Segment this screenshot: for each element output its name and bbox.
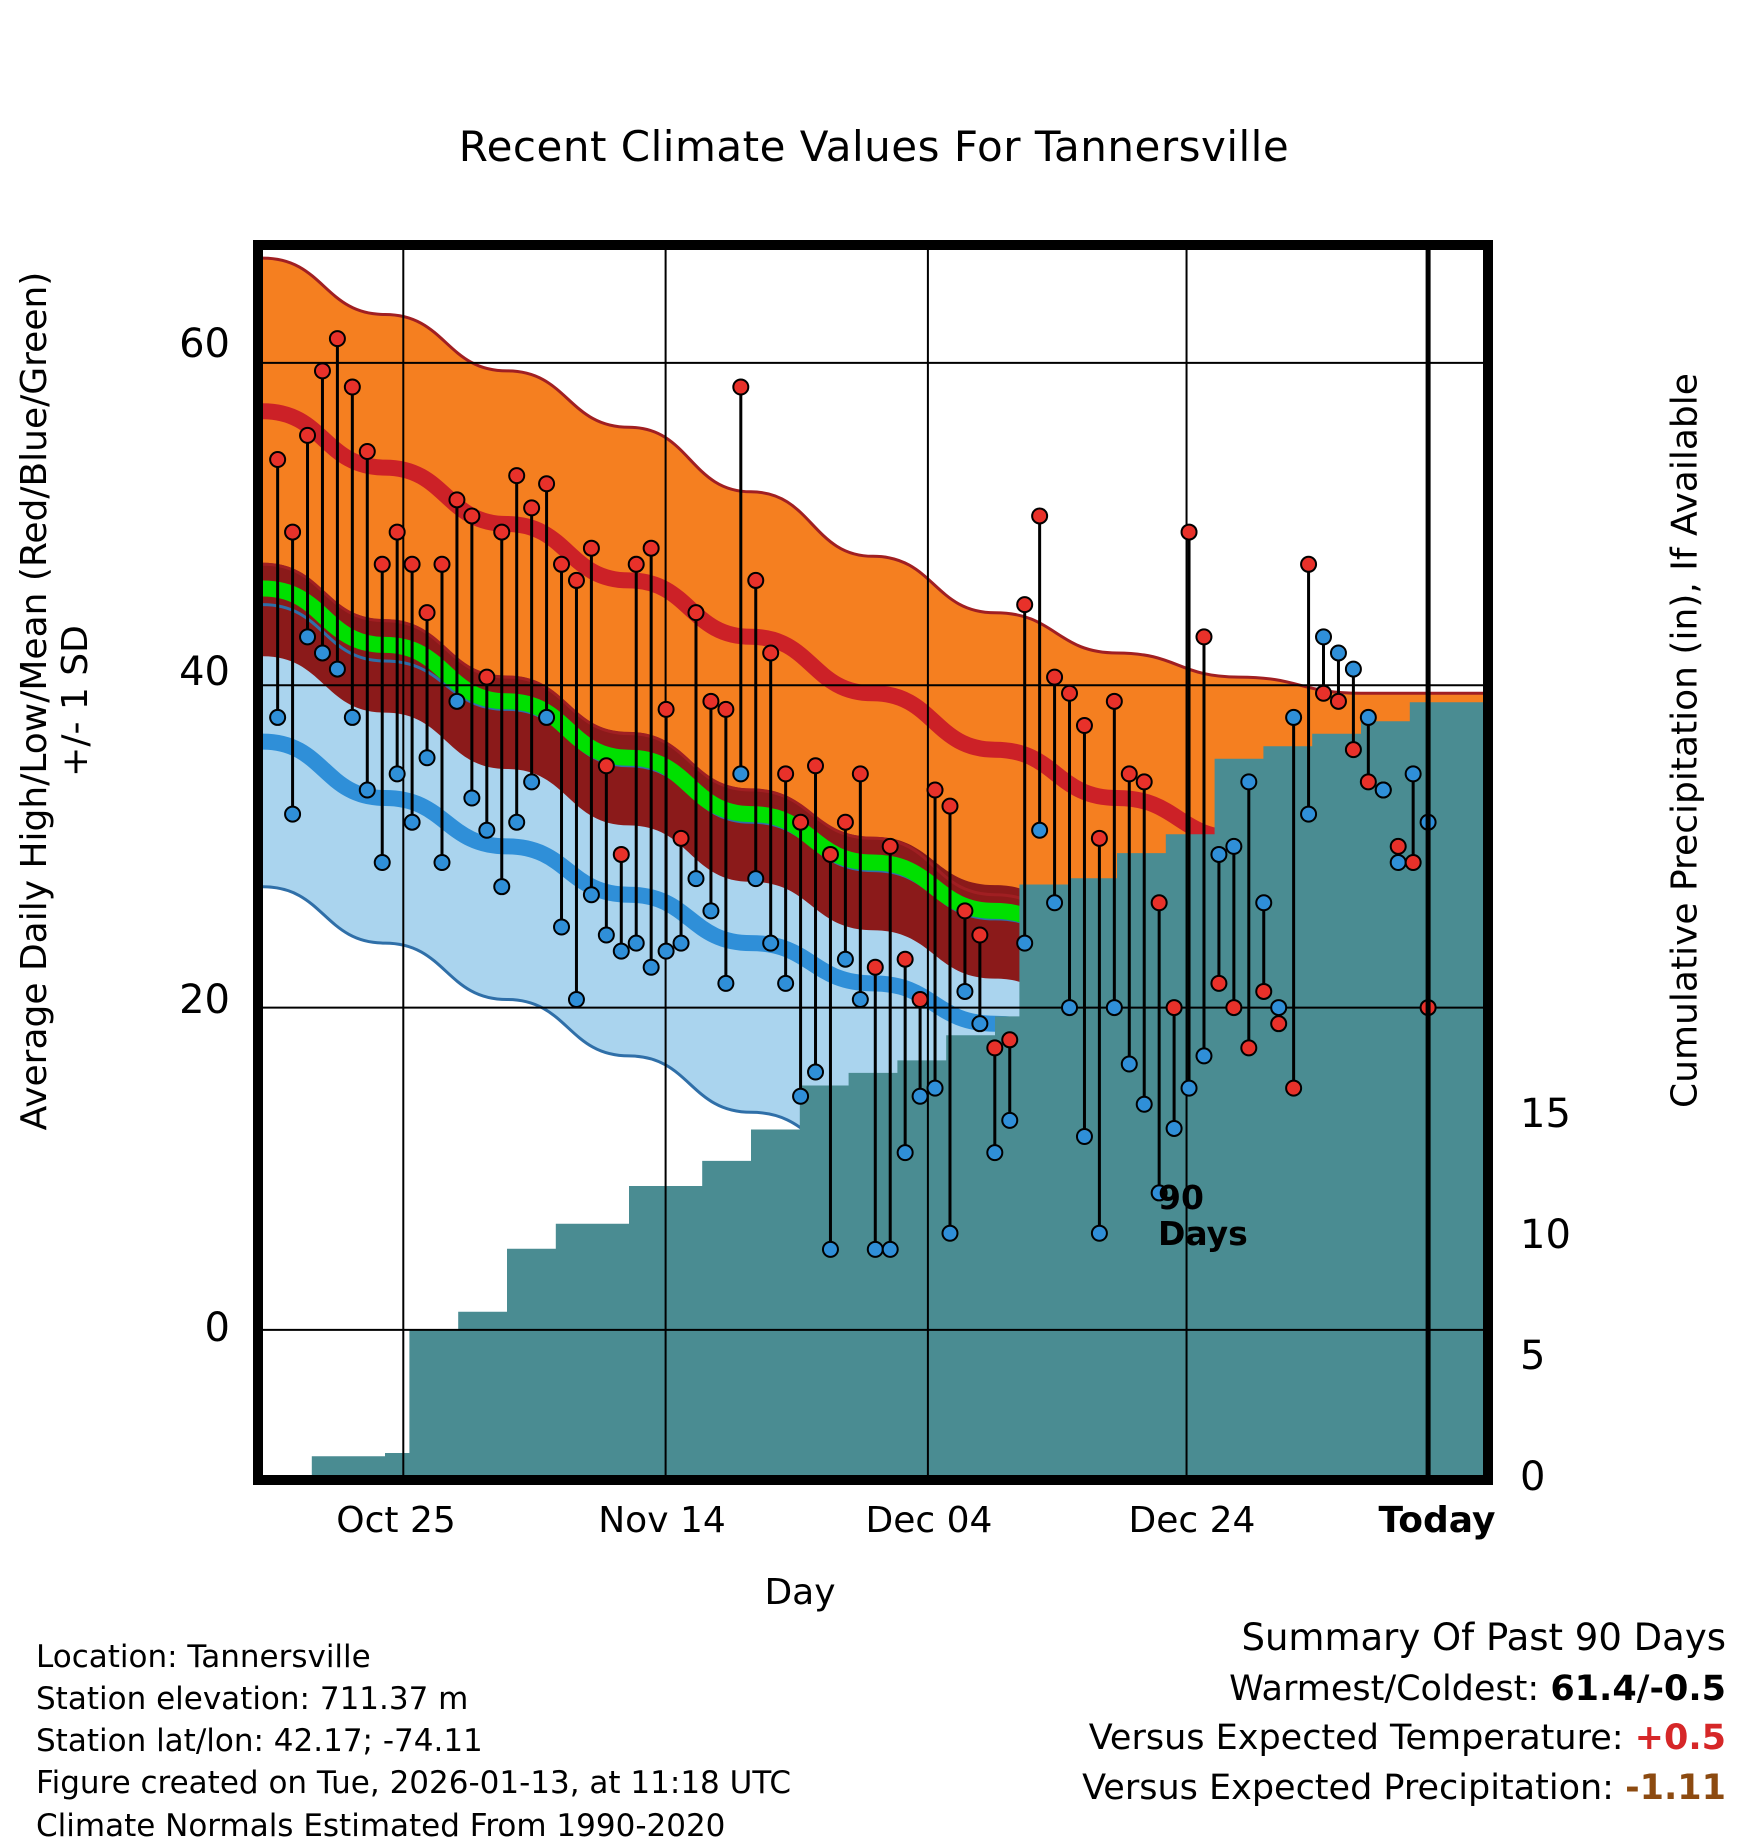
summary-versus-precip (1082, 1764, 1726, 1814)
annotation-90-days (1158, 1180, 1248, 1251)
summary-warmest-coldest-label: Warmest/Coldest: (1229, 1668, 1540, 1709)
x-tick-today: Today (1378, 1500, 1496, 1541)
x-tick-nov-14: Nov 14 (598, 1500, 726, 1541)
summary-versus-temp-label: Versus Expected Temperature: (1088, 1718, 1624, 1759)
y-axis-label-right: Cumulative Precipitation (in), If Available (1664, 373, 1706, 1108)
x-tick-oct-25: Oct 25 (336, 1500, 456, 1541)
footer-latlon: Station lat/lon: 42.17; -74.11 (36, 1723, 483, 1760)
chart-canvas (263, 250, 1483, 1475)
y-tick-right-0: 0 (1520, 1454, 1546, 1500)
summary-heading: Summary Of Past 90 Days (1241, 1616, 1726, 1659)
summary-versus-precip-value: -1.11 (1625, 1767, 1726, 1808)
y-tick-right-10: 10 (1520, 1212, 1571, 1258)
y-tick-right-5: 5 (1520, 1333, 1546, 1379)
x-tick-labels (253, 1500, 1496, 1556)
x-tick-dec-24: Dec 24 (1128, 1500, 1256, 1541)
y-tick-left-60: 60 (179, 321, 230, 367)
y-tick-left-20: 20 (179, 977, 230, 1023)
x-axis-label: Day (764, 1572, 836, 1613)
plot-area (253, 240, 1493, 1485)
y-tick-left-40: 40 (179, 649, 230, 695)
summary-warmest-coldest-value: 61.4/-0.5 (1550, 1668, 1726, 1709)
x-tick-dec-04: Dec 04 (865, 1500, 993, 1541)
y-tick-left-0: 0 (204, 1305, 230, 1351)
summary-panel (1082, 1612, 1726, 1814)
summary-versus-temp-value: +0.5 (1634, 1718, 1726, 1759)
y-axis-label-left: Average Daily High/Low/Mean (Red/Blue/Green) +/- 1 SD (14, 271, 96, 1131)
page-title: Recent Climate Values For Tannersville (458, 122, 1290, 171)
footer-metadata (36, 1636, 791, 1847)
annotation-90-days-line1: 90 (1158, 1178, 1204, 1217)
footer-created: Figure created on Tue, 2026-01-13, at 11:18 UTC (36, 1765, 792, 1802)
annotation-90-days-line2: Days (1158, 1213, 1248, 1253)
summary-versus-precip-label: Versus Expected Precipitation: (1082, 1767, 1614, 1808)
footer-normals: Climate Normals Estimated From 1990-2020 (36, 1807, 726, 1844)
summary-versus-temp (1082, 1714, 1726, 1764)
footer-location: Location: Tannersville (36, 1639, 371, 1675)
y-tick-right-15: 15 (1520, 1091, 1571, 1137)
summary-warmest-coldest (1082, 1665, 1726, 1715)
footer-elevation: Station elevation: 711.37 m (36, 1681, 469, 1718)
